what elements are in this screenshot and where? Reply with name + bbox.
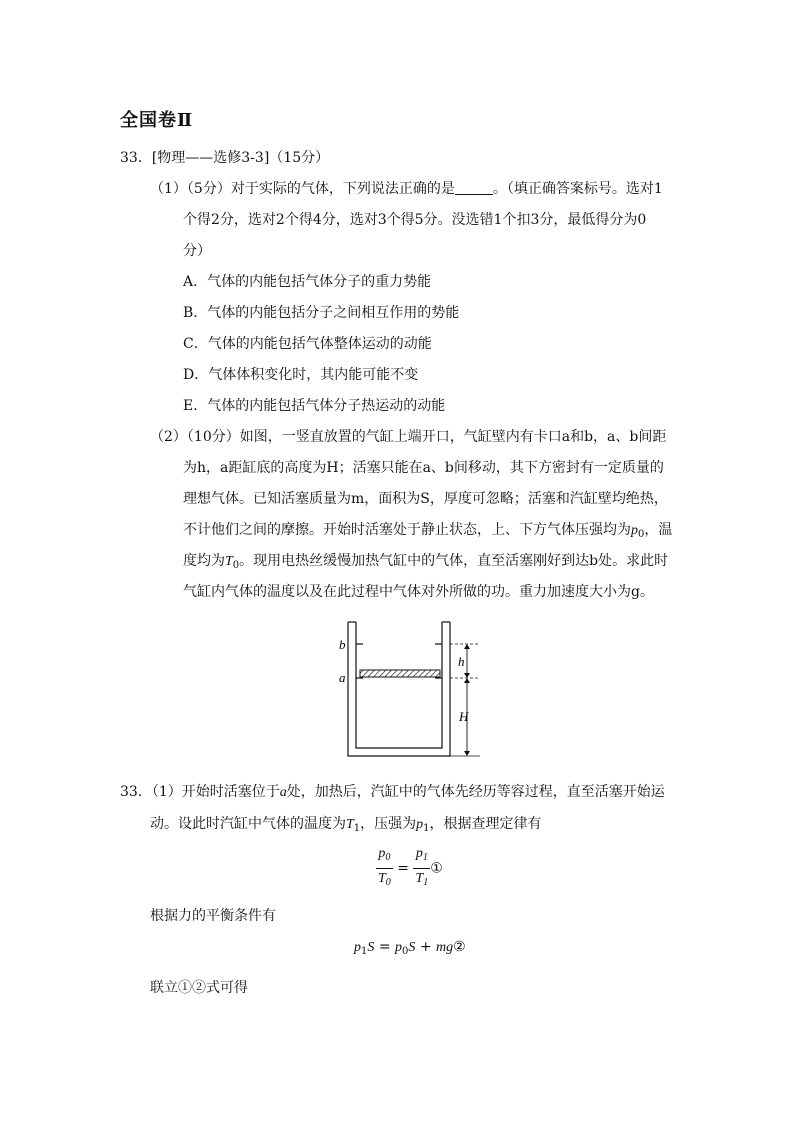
answer-line1: [120, 781, 665, 801]
label-b: b: [339, 637, 346, 652]
eq2-lhs-a: p: [354, 940, 361, 955]
cylinder-diagram: [330, 618, 500, 764]
symbol-T1: T: [346, 817, 354, 832]
eq1-den2: T: [415, 871, 424, 886]
part2-line4: [183, 519, 672, 540]
equation-2: [354, 939, 466, 957]
part1-line2: 个得2分，选对2个得4分，选对3个得5分。没选错1个扣3分，最低得分为0: [183, 212, 647, 228]
piston: [360, 670, 440, 677]
answer-blank: [455, 180, 493, 195]
label-h: h: [458, 654, 465, 669]
equation-1: [376, 844, 443, 893]
eq2-rhs-sub: 0: [402, 946, 409, 957]
symbol-T1-sub: 1: [353, 823, 361, 834]
part2-line4-text-a: 不计他们之间的摩擦。开始时活塞处于静止状态，上、下方气体压强均为: [183, 522, 631, 538]
part2-line3: 理想气体。已知活塞质量为m，面积为S，厚度可忽略；活塞和汽缸壁均绝热，: [183, 491, 668, 507]
part1-text-a: （1）（5分）对于实际的气体，下列说法正确的是: [150, 181, 455, 197]
part2-line5-text-a: 度均为: [183, 553, 225, 569]
eq1-mark: ①: [430, 860, 443, 877]
option-c: C．气体的内能包括气体整体运动的动能: [183, 336, 432, 352]
eq1-num2: p: [415, 846, 423, 861]
symbol-p1-sub: 1: [423, 823, 430, 834]
eq2-equals: =: [374, 939, 396, 955]
answer-line2-text-c: ，根据查理定律有: [429, 816, 542, 832]
option-e: E．气体的内能包括气体分子热运动的动能: [183, 398, 446, 414]
part2-line1: （2）（10分）如图，一竖直放置的气缸上端开口，气缸壁内有卡口a和b，a、b间距: [150, 429, 667, 445]
answer-line4: 联立①②式可得: [150, 980, 248, 996]
symbol-p0: p: [631, 523, 638, 538]
option-d: D．气体体积变化时，其内能可能不变: [183, 367, 419, 383]
symbol-p0-sub: 0: [638, 529, 645, 540]
section-heading: 全国卷Ⅱ: [120, 110, 194, 131]
eq1-den: T: [378, 871, 386, 886]
part2-line4-text-b: ，温: [644, 522, 673, 538]
answer-line2-text-b: ，压强为: [360, 816, 417, 832]
part2-line6: 气缸内气体的温度以及在此过程中气体对外所做的功。重力加速度大小为g。: [183, 584, 654, 600]
part2-line5-text-b: 。现用电热丝缓慢加热气缸中的气体，直至活塞刚好到达b处。求此时: [239, 553, 669, 569]
answer-line3: 根据力的平衡条件有: [150, 908, 276, 924]
eq2-mark: ②: [453, 939, 466, 955]
answer-line1-text-b: 处，加热后，汽缸中的气体先经历等容过程，直至活塞开始运: [286, 784, 665, 800]
answer-line2: [150, 813, 542, 834]
eq1-den-sub: 0: [385, 877, 391, 888]
eq2-rhs-c: mg: [436, 940, 454, 955]
part1-line3: 分）: [183, 243, 211, 259]
eq1-num-sub: 0: [385, 852, 391, 863]
eq2-rhs-a: p: [395, 940, 403, 955]
option-b: B．气体的内能包括分子之间相互作用的势能: [183, 305, 460, 321]
answer-line1-text-a: 33．（1）开始时活塞位于: [120, 784, 280, 800]
symbol-a: a: [279, 785, 287, 800]
symbol-T0: T: [225, 554, 233, 569]
part2-line2: 为h，a距缸底的高度为H；活塞只能在a、b间移动，其下方密封有一定质量的: [183, 460, 664, 476]
eq1-num: p: [378, 846, 386, 861]
eq1-equals: =: [397, 860, 409, 877]
label-H: H: [459, 709, 469, 724]
eq2-lhs-sub: 1: [361, 946, 368, 957]
eq1-den2-sub: 1: [423, 877, 429, 888]
question-header: 33．[物理——选修3-3]（15分）: [120, 150, 330, 166]
part1-line1: [150, 178, 663, 198]
answer-line2-text-a: 动。设此时汽缸中气体的温度为: [150, 816, 346, 832]
eq2-plus: +: [415, 939, 437, 955]
eq2-lhs-b: S: [367, 940, 375, 955]
cylinder-left-wall: [348, 622, 450, 756]
part1-text-b: 。（填正确答案标号。选对1: [492, 181, 663, 197]
part2-line5: [183, 550, 668, 571]
fraction-p0-T0: [376, 844, 393, 893]
fraction-p1-T1: [413, 844, 430, 893]
eq1-num2-sub: 1: [422, 852, 428, 863]
option-a: A．气体的内能包括气体分子的重力势能: [183, 274, 432, 290]
symbol-T0-sub: 0: [232, 560, 240, 571]
eq2-rhs-b: S: [408, 940, 416, 955]
symbol-p1: p: [416, 817, 424, 832]
cylinder-inner-wall: [356, 622, 442, 748]
label-a: a: [339, 670, 346, 685]
